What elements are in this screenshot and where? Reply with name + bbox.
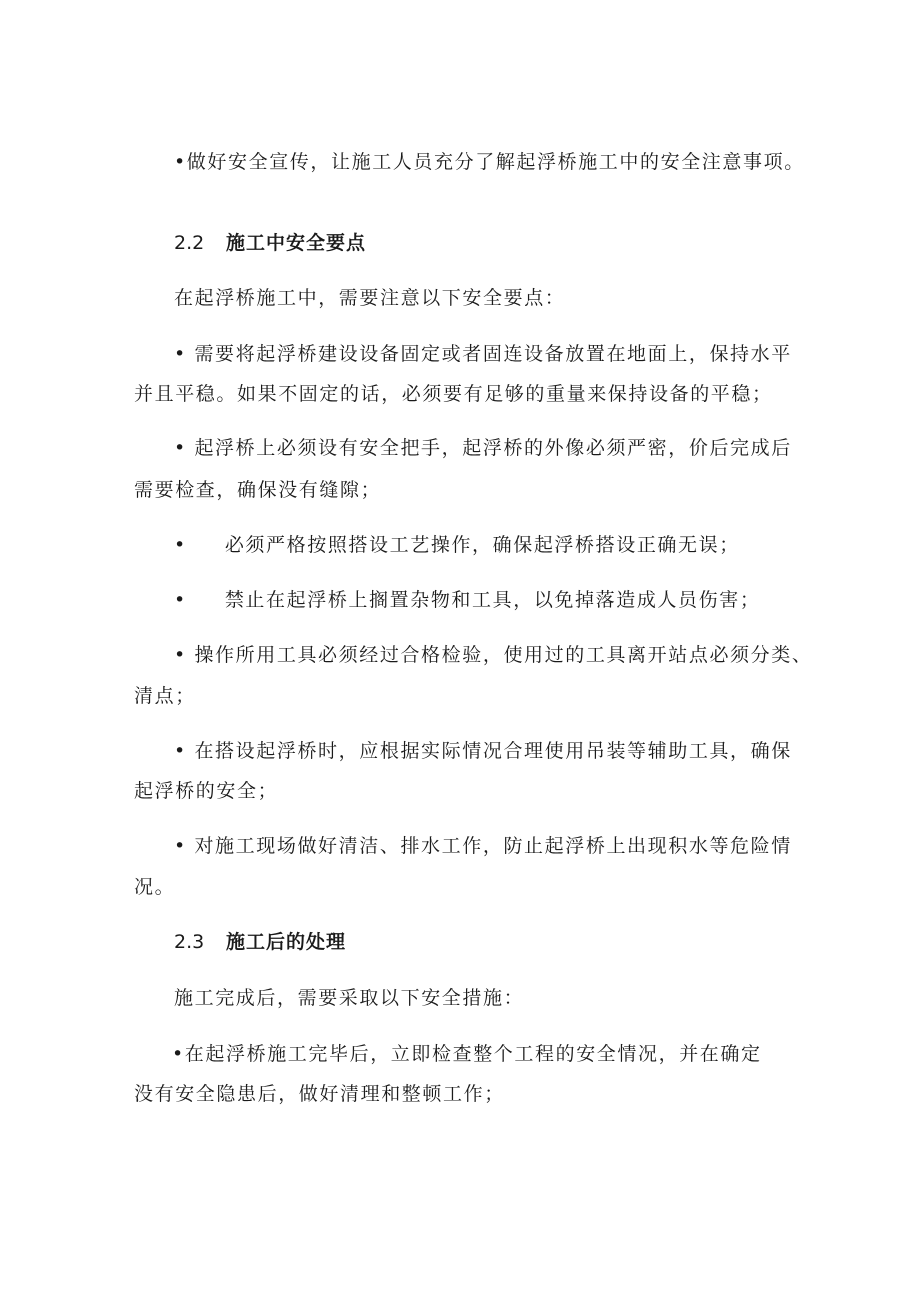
list-item-continuation: 没有安全隐患后，做好清理和整顿工作；	[134, 1083, 505, 1105]
list-item-line: • 对施工现场做好清洁、排水工作，防止起浮桥上出现积水等危险情	[174, 835, 792, 857]
list-item-line: • 操作所用工具必须经过合格检验，使用过的工具离开站点必须分类、	[174, 644, 813, 666]
list-item-continuation: 并且平稳。如果不固定的话，必须要有足够的重量来保持设备的平稳；	[134, 383, 773, 405]
intro-bullet: •做好安全宣传，让施工人员充分了解起浮桥施工中的安全注意事项。	[174, 151, 805, 173]
list-item-line: • 在搭设起浮桥时，应根据实际情况合理使用吊装等辅助工具，确保	[174, 740, 792, 762]
section-title: 施工中安全要点	[226, 232, 367, 254]
section-number: 2.2	[174, 232, 205, 254]
section-number: 2.3	[174, 931, 205, 953]
list-item-continuation: 需要检查，确保没有缝隙；	[134, 479, 382, 501]
list-item-line	[174, 588, 760, 612]
list-item-text: 禁止在起浮桥上搁置杂物和工具，以免掉落造成人员伤害；	[224, 589, 761, 611]
section-lead: 在起浮桥施工中，需要注意以下安全要点：	[174, 287, 566, 309]
section-lead: 施工完成后，需要采取以下安全措施：	[174, 987, 525, 1009]
list-item-line: • 起浮桥上必须设有安全把手，起浮桥的外像必须严密，价后完成后	[174, 437, 792, 459]
list-item-line: •在起浮桥施工完毕后，立即检查整个工程的安全情况，并在确定	[172, 1043, 762, 1065]
list-item-continuation: 况。	[134, 876, 176, 898]
bullet-icon: •	[174, 534, 187, 556]
list-item-line	[174, 533, 740, 557]
list-item-line: • 需要将起浮桥建设设备固定或者固连设备放置在地面上，保持水平	[174, 343, 792, 365]
list-item-continuation: 清点；	[134, 685, 196, 707]
bullet-icon: •	[174, 589, 187, 611]
section-heading-2-2	[174, 231, 366, 255]
section-heading-2-3	[174, 930, 346, 954]
section-title: 施工后的处理	[226, 931, 347, 953]
list-item-text: 必须严格按照搭设工艺操作，确保起浮桥搭设正确无误；	[224, 534, 740, 556]
list-item-continuation: 起浮桥的安全；	[134, 780, 279, 802]
